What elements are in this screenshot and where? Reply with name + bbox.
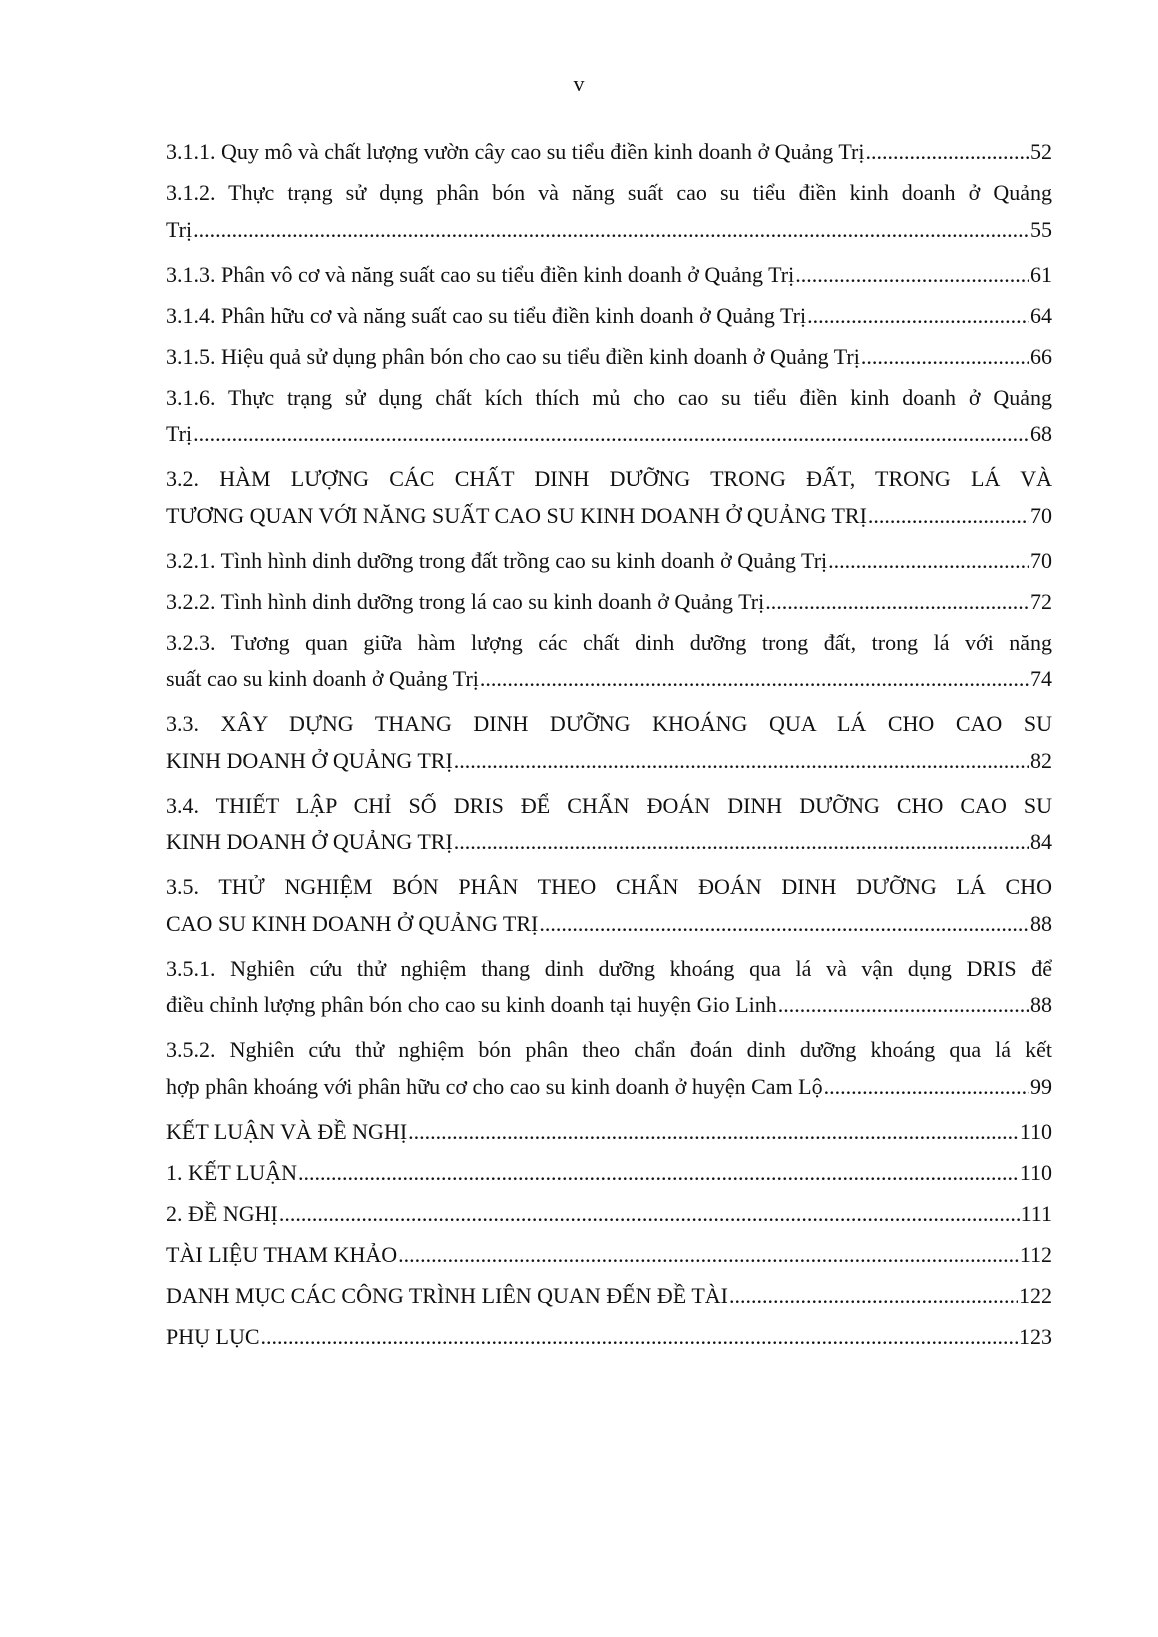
toc-entry-title-line-1: 3.1.2. Thực trạng sử dụng phân bón và năng suất cao su tiểu điền kinh doanh ở Quảng (166, 180, 1052, 205)
toc-entry-title-line-2: TƯƠNG QUAN VỚI NĂNG SUẤT CAO SU KINH DOANH Ở QUẢNG TRỊ (166, 502, 867, 528)
toc-entry (166, 1237, 1052, 1274)
toc-entry-title: 3.1.3. Phân vô cơ và năng suất cao su tiểu điền kinh doanh ở Quảng Trị (166, 261, 795, 287)
toc-dot-leader (861, 339, 1029, 376)
toc-page-number: 88 (1030, 992, 1052, 1017)
toc-entry-title: PHỤ LỤC (166, 1323, 260, 1349)
toc-entry-line-2 (166, 416, 1052, 453)
toc-entry-title: 1. KẾT LUẬN (166, 1159, 297, 1185)
toc-entry-title: 2. ĐỀ NGHỊ (166, 1200, 278, 1226)
toc-entry (166, 625, 1052, 702)
toc-entry-title-line-1: 3.5.2. Nghiên cứu thử nghiệm bón phân theo chẩn đoán dinh dưỡng khoáng qua lá kết (166, 1037, 1052, 1062)
toc-page-number: 122 (1019, 1282, 1052, 1308)
toc-entry-title: 3.2.1. Tình hình dinh dưỡng trong đất trồng cao su kinh doanh ở Quảng Trị (166, 547, 828, 573)
toc-dot-leader (828, 543, 1029, 580)
toc-page-number: 82 (1030, 747, 1052, 773)
toc-page-number: 66 (1030, 343, 1052, 369)
toc-entry (166, 1114, 1052, 1151)
toc-entry-title-line-1: 3.4. THIẾT LẬP CHỈ SỐ DRIS ĐỂ CHẨN ĐOÁN DINH DƯỠNG CHO CAO SU (166, 792, 1052, 818)
toc-entry-title-line-1: 3.3. XÂY DỰNG THANG DINH DƯỠNG KHOÁNG QUA LÁ CHO CAO SU (166, 711, 1052, 736)
toc-entry (166, 543, 1052, 580)
toc-entry-title-line-2: suất cao su kinh doanh ở Quảng Trị (166, 666, 479, 691)
toc-dot-leader (408, 1114, 1019, 1151)
toc-entry (166, 1319, 1052, 1356)
toc-dot-leader (824, 1069, 1029, 1106)
toc-page-number: 68 (1030, 421, 1052, 446)
toc-entry (166, 1155, 1052, 1192)
page-number: v (573, 71, 585, 96)
toc-entry (166, 339, 1052, 376)
toc-entry-title: 3.1.5. Hiệu quả sử dụng phân bón cho cao su tiểu điền kinh doanh ở Quảng Trị (166, 343, 860, 369)
toc-page-number: 55 (1030, 216, 1052, 242)
toc-page-number: 74 (1030, 666, 1052, 691)
toc-entry-line-2 (166, 824, 1052, 861)
toc-entry (166, 175, 1052, 252)
toc-dot-leader (765, 584, 1029, 621)
toc-page-number: 84 (1030, 829, 1052, 854)
toc-dot-leader (866, 134, 1030, 171)
toc-page-number: 123 (1019, 1323, 1052, 1349)
toc-entry-title-line-1: 3.5.1. Nghiên cứu thử nghiệm thang dinh dưỡng khoáng qua lá và vận dụng DRIS để (166, 955, 1052, 981)
toc-entry (166, 788, 1052, 865)
toc-dot-leader (868, 498, 1029, 535)
toc-dot-leader (454, 743, 1029, 780)
toc-entry-title-line-2: điều chỉnh lượng phân bón cho cao su kinh doanh tại huyện Gio Linh (166, 992, 777, 1017)
toc-entry (166, 1196, 1052, 1233)
toc-entry-title-line-2: Trị (166, 421, 193, 446)
toc-dot-leader (298, 1155, 1019, 1192)
toc-entry-title: 3.1.4. Phân hữu cơ và năng suất cao su tiểu điền kinh doanh ở Quảng Trị (166, 302, 807, 328)
toc-entry-title: 3.2.2. Tình hình dinh dưỡng trong lá cao su kinh doanh ở Quảng Trị (166, 588, 765, 614)
toc-entry-line-2 (166, 1069, 1052, 1106)
toc-page-number: 64 (1030, 302, 1052, 328)
toc-entry (166, 461, 1052, 538)
toc-page-number: 70 (1030, 547, 1052, 573)
toc-dot-leader (454, 824, 1029, 861)
toc-entry-line-2 (166, 498, 1052, 535)
toc-entry-line-2 (166, 212, 1052, 249)
toc-entry-title-line-1: 3.2.3. Tương quan giữa hàm lượng các chất dinh dưỡng trong đất, trong lá với năng (166, 629, 1052, 655)
toc-dot-leader (480, 661, 1029, 698)
toc-page-number: 88 (1030, 910, 1052, 936)
toc-page-number: 110 (1019, 1159, 1052, 1185)
toc-page-number: 72 (1030, 588, 1052, 614)
table-of-contents (166, 134, 1052, 1355)
toc-entry-title-line-1: 3.5. THỬ NGHIỆM BÓN PHÂN THEO CHẨN ĐOÁN DINH DƯỠNG LÁ CHO (166, 874, 1052, 899)
toc-dot-leader (807, 298, 1029, 335)
toc-dot-leader (193, 212, 1029, 249)
toc-entry-title-line-1: 3.2. HÀM LƯỢNG CÁC CHẤT DINH DƯỠNG TRONG ĐẤT, TRONG LÁ VÀ (166, 466, 1052, 491)
toc-entry (166, 706, 1052, 783)
toc-entry (166, 951, 1052, 1028)
toc-entry (166, 1032, 1052, 1109)
toc-entry (166, 380, 1052, 457)
toc-entry (166, 1278, 1052, 1315)
toc-dot-leader (795, 257, 1029, 294)
toc-dot-leader (778, 987, 1029, 1024)
toc-entry-title-line-1: 3.1.6. Thực trạng sử dụng chất kích thích mủ cho cao su tiểu điền kinh doanh ở Quảng (166, 384, 1052, 410)
toc-entry-title-line-2: Trị (166, 216, 193, 242)
toc-entry-line-2 (166, 987, 1052, 1024)
toc-dot-leader (539, 906, 1029, 943)
toc-page-number: 61 (1030, 261, 1052, 287)
toc-entry-title: KẾT LUẬN VÀ ĐỀ NGHỊ (166, 1118, 408, 1144)
toc-entry (166, 257, 1052, 294)
toc-entry-line-2 (166, 661, 1052, 698)
toc-entry (166, 134, 1052, 171)
toc-page-number: 112 (1019, 1241, 1052, 1267)
toc-entry-line-2 (166, 743, 1052, 780)
toc-dot-leader (193, 416, 1029, 453)
toc-entry (166, 298, 1052, 335)
toc-entry (166, 584, 1052, 621)
toc-page-number: 111 (1020, 1200, 1052, 1226)
toc-entry-title-line-2: KINH DOANH Ở QUẢNG TRỊ (166, 747, 453, 773)
toc-entry-title: TÀI LIỆU THAM KHẢO (166, 1241, 398, 1267)
toc-entry-title: 3.1.1. Quy mô và chất lượng vườn cây cao su tiểu điền kinh doanh ở Quảng Trị (166, 139, 865, 164)
toc-dot-leader (398, 1237, 1019, 1274)
toc-dot-leader (729, 1278, 1018, 1315)
toc-page-number: 52 (1030, 139, 1052, 164)
toc-page-number: 110 (1019, 1118, 1052, 1144)
toc-entry-title-line-2: hợp phân khoáng với phân hữu cơ cho cao su kinh doanh ở huyện Cam Lộ (166, 1073, 823, 1099)
toc-page-number: 99 (1030, 1073, 1052, 1099)
toc-dot-leader (279, 1196, 1020, 1233)
toc-entry-title-line-2: CAO SU KINH DOANH Ở QUẢNG TRỊ (166, 910, 539, 936)
toc-entry-title: DANH MỤC CÁC CÔNG TRÌNH LIÊN QUAN ĐẾN ĐỀ TÀI (166, 1282, 728, 1308)
toc-entry-title-line-2: KINH DOANH Ở QUẢNG TRỊ (166, 829, 453, 854)
toc-dot-leader (261, 1319, 1018, 1356)
toc-page-number: 70 (1030, 502, 1052, 528)
toc-entry-line-2 (166, 906, 1052, 943)
toc-entry (166, 869, 1052, 946)
